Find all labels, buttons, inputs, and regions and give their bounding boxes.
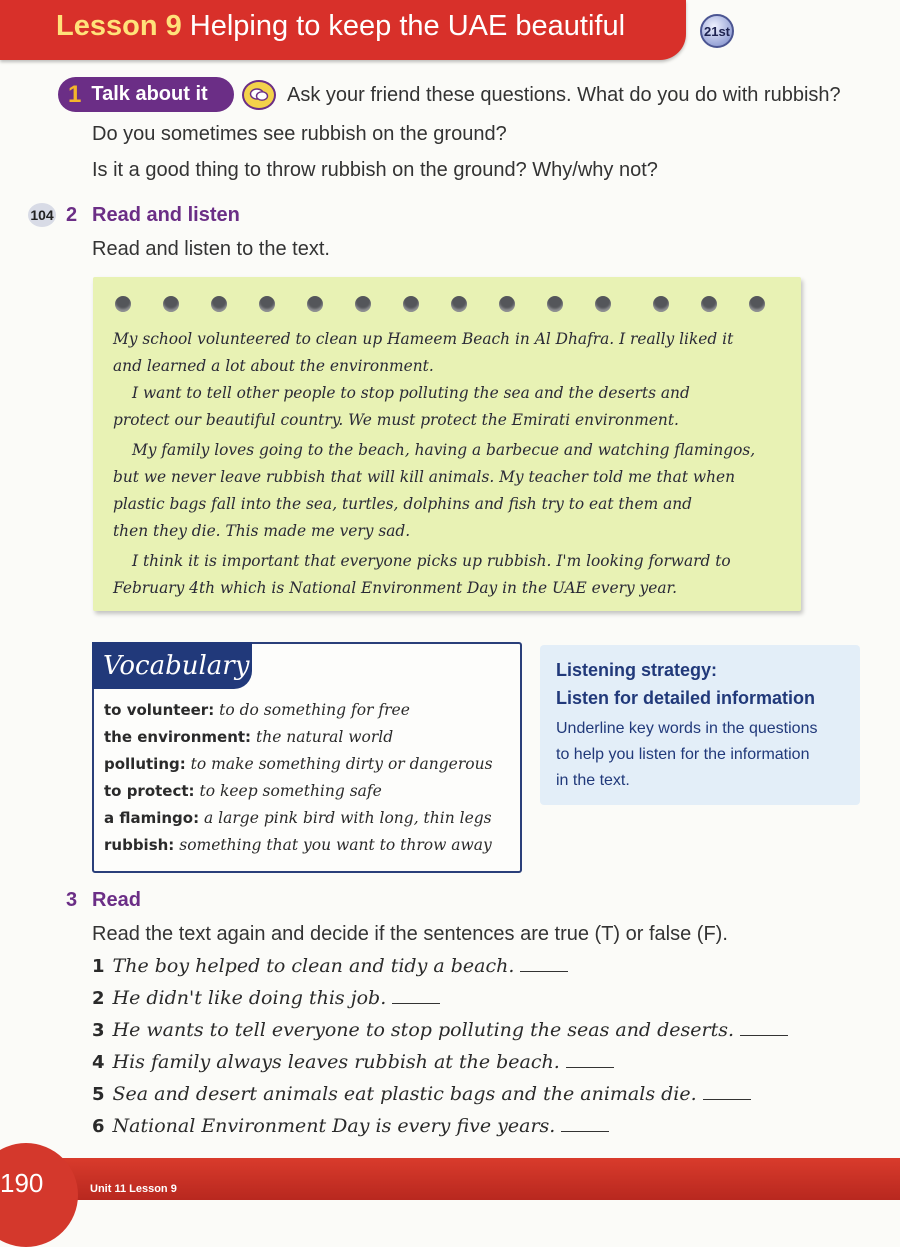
vocab-definition: a large pink bird with long, thin legs <box>204 809 492 827</box>
strategy-heading-2: Listen for detailed information <box>556 688 816 708</box>
note-line-10: February 4th which is National Environment Day in the UAE every year. <box>113 579 678 597</box>
note-line-4: protect our beautiful country. We must protect the Emirati environment. <box>113 411 679 429</box>
note-line-3: I want to tell other people to stop polluting the sea and the deserts and <box>132 384 690 402</box>
answer-blank[interactable] <box>561 1131 609 1132</box>
note-line-2: and learned a lot about the environment. <box>113 357 434 375</box>
note-hole <box>451 296 467 312</box>
section-1-number: 1 <box>68 80 82 108</box>
section-3-number: 3 <box>66 889 78 911</box>
item-text: His family always leaves rubbish at the beach. <box>112 1051 560 1073</box>
item-text: The boy helped to clean and tidy a beach. <box>112 955 515 977</box>
true-false-item <box>92 987 440 1009</box>
vocab-term: polluting: <box>104 755 186 773</box>
answer-blank[interactable] <box>566 1067 614 1068</box>
strategy-line-1: Underline key words in the questions <box>556 720 818 737</box>
vocab-term: to volunteer: <box>104 701 215 719</box>
note-hole <box>653 296 669 312</box>
section-2-instruction: Read and listen to the text. <box>92 238 330 260</box>
vocab-item <box>104 701 410 719</box>
vocab-definition: to keep something safe <box>199 782 382 800</box>
item-text: He didn't like doing this job. <box>112 987 387 1009</box>
note-hole <box>701 296 717 312</box>
item-number: 5 <box>92 1084 105 1105</box>
section-1-question-2: Is it a good thing to throw rubbish on the ground? Why/why not? <box>92 159 658 181</box>
note-hole <box>749 296 765 312</box>
vocabulary-title: Vocabulary <box>92 642 252 689</box>
answer-blank[interactable] <box>740 1035 788 1036</box>
note-hole <box>211 296 227 312</box>
vocab-definition: something that you want to throw away <box>179 836 492 854</box>
vocab-term: to protect: <box>104 782 195 800</box>
true-false-item <box>92 1019 788 1041</box>
section-2-number: 2 <box>66 204 78 226</box>
answer-blank[interactable] <box>520 971 568 972</box>
true-false-item <box>92 955 568 977</box>
note-hole <box>163 296 179 312</box>
vocab-definition: to do something for free <box>219 701 410 719</box>
item-number: 2 <box>92 988 105 1009</box>
note-line-8: then they die. This made me very sad. <box>113 522 411 540</box>
vocab-item <box>104 755 493 773</box>
section-1-title: Talk about it <box>91 83 208 105</box>
vocab-item <box>104 809 492 827</box>
section-1-question-1: Do you sometimes see rubbish on the ground? <box>92 123 507 145</box>
page-number: 190 <box>0 1168 44 1198</box>
lesson-label: Lesson 9 <box>56 10 182 42</box>
section-3-instruction: Read the text again and decide if the sentences are true (T) or false (F). <box>92 923 728 945</box>
answer-blank[interactable] <box>703 1099 751 1100</box>
lesson-title <box>56 10 625 43</box>
audio-track-number: 104 <box>28 203 56 227</box>
true-false-item <box>92 1083 751 1105</box>
note-line-6: but we never leave rubbish that will kill animals. My teacher told me that when <box>113 468 736 486</box>
footer-unit-label: Unit 11 Lesson 9 <box>90 1183 177 1195</box>
vocab-definition: the natural world <box>256 728 394 746</box>
item-number: 1 <box>92 956 105 977</box>
strategy-line-2: to help you listen for the information <box>556 746 810 763</box>
note-line-5: My family loves going to the beach, having a barbecue and watching flamingos, <box>132 441 756 459</box>
item-number: 3 <box>92 1020 105 1041</box>
lesson-title-text: Helping to keep the UAE beautiful <box>189 10 626 42</box>
21st-century-badge: 21st <box>700 14 734 48</box>
vocab-term: rubbish: <box>104 836 175 854</box>
note-line-7: plastic bags fall into the sea, turtles, dolphins and fish try to eat them and <box>113 495 693 513</box>
note-hole <box>307 296 323 312</box>
section-2-title: Read and listen <box>92 204 240 226</box>
note-hole <box>403 296 419 312</box>
item-text: Sea and desert animals eat plastic bags and the animals die. <box>112 1083 697 1105</box>
section-1-instruction: Ask your friend these questions. What do you do with rubbish? <box>287 84 841 106</box>
true-false-item <box>92 1051 614 1073</box>
item-number: 6 <box>92 1116 105 1137</box>
note-hole <box>499 296 515 312</box>
answer-blank[interactable] <box>392 1003 440 1004</box>
note-hole <box>115 296 131 312</box>
vocab-item <box>104 728 393 746</box>
vocab-term: the environment: <box>104 728 252 746</box>
strategy-heading-1: Listening strategy: <box>556 660 718 680</box>
item-number: 4 <box>92 1052 105 1073</box>
vocab-term: a flamingo: <box>104 809 200 827</box>
note-line-1: My school volunteered to clean up Hameem Beach in Al Dhafra. I really liked it <box>113 330 734 348</box>
note-line-9: I think it is important that everyone picks up rubbish. I'm looking forward to <box>132 552 731 570</box>
section-1-pill <box>58 77 234 112</box>
note-hole <box>355 296 371 312</box>
true-false-item <box>92 1115 609 1137</box>
vocab-definition: to make something dirty or dangerous <box>190 755 493 773</box>
vocab-item <box>104 782 382 800</box>
item-text: He wants to tell everyone to stop polluting the seas and deserts. <box>112 1019 735 1041</box>
strategy-line-3: in the text. <box>556 772 630 789</box>
note-hole <box>595 296 611 312</box>
section-3-title: Read <box>92 889 141 911</box>
vocab-item <box>104 836 492 854</box>
note-hole <box>259 296 275 312</box>
speech-bubble-icon <box>242 80 276 110</box>
note-hole <box>547 296 563 312</box>
item-text: National Environment Day is every five years. <box>112 1115 556 1137</box>
